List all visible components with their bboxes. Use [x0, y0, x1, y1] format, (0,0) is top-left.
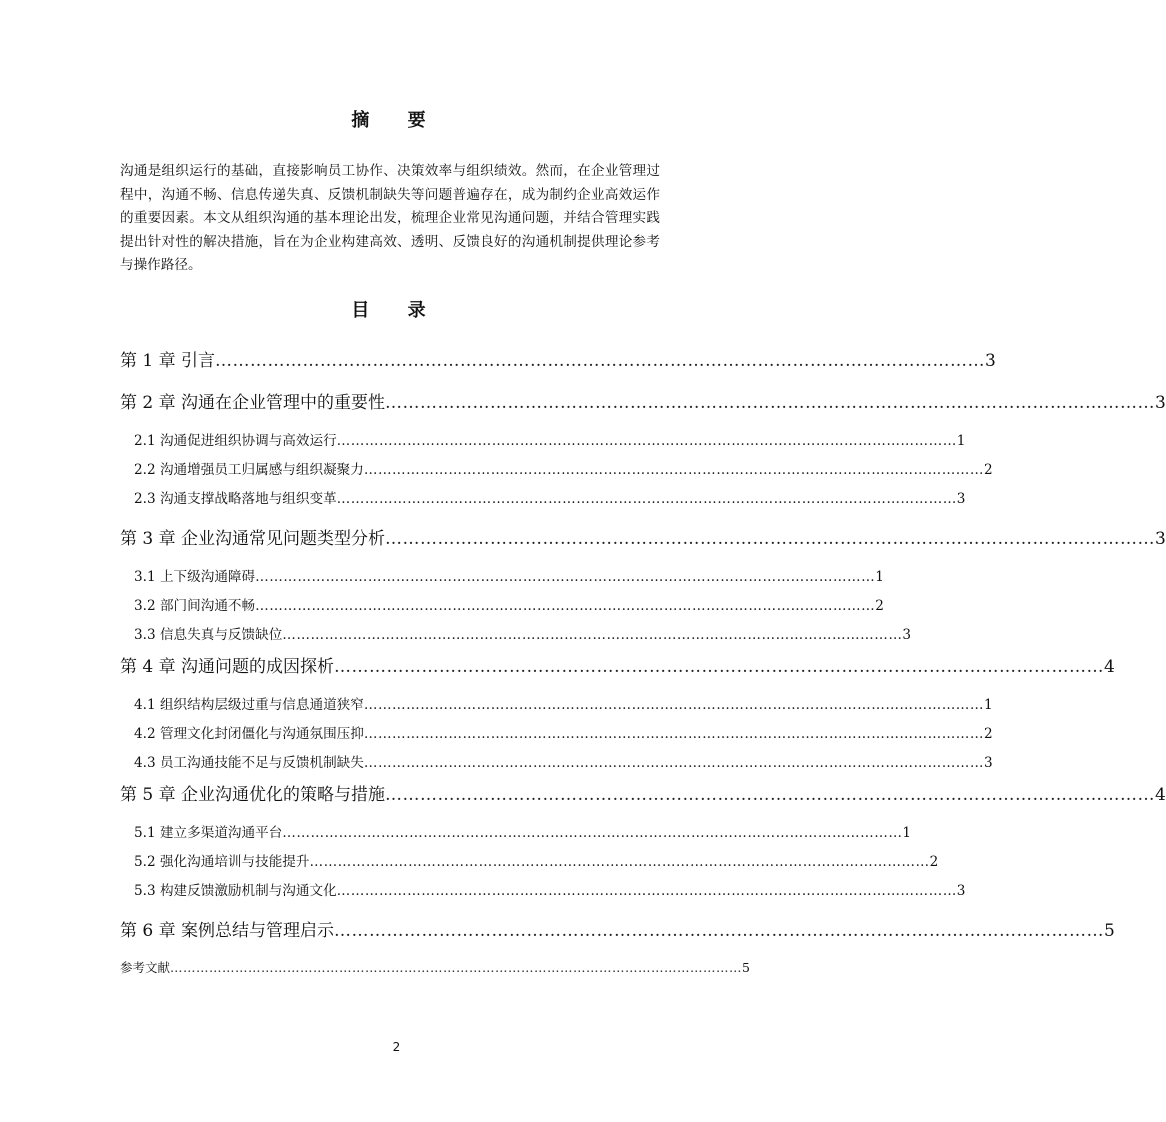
toc-entry-label: 第 4 章 沟通问题的成因探析 — [120, 657, 335, 677]
toc-entry-page: 3 — [985, 351, 996, 371]
toc-entry-label: 5.1 建立多渠道沟通平台 — [134, 825, 283, 841]
toc-leader-dots: …………………………………………………………………………………………………………………… — [282, 825, 903, 841]
toc-leader-dots: …………………………………………………………………………………………………………………… — [336, 491, 957, 507]
toc-entry-label: 2.1 沟通促进组织协调与高效运行 — [134, 433, 337, 449]
toc-entry-page: 4 — [1104, 657, 1115, 677]
toc-leader-dots: …………………………………………………………………………………………………………………… — [309, 854, 930, 870]
toc-entry-chapter-3[interactable] — [120, 524, 1166, 549]
toc-entry-section-3-3[interactable] — [134, 623, 912, 643]
toc-entry-page: 1 — [956, 433, 966, 449]
toc-entry-section-5-2[interactable] — [134, 850, 939, 870]
toc-leader-dots: …………………………………………………………………………………………………………………… — [363, 755, 984, 771]
toc-leader-dots: …………………………………………………………………………………………………………………… — [363, 697, 984, 713]
toc-entry-section-2-2[interactable] — [134, 458, 993, 478]
toc-entry-label: 2.3 沟通支撑战略落地与组织变革 — [134, 491, 337, 507]
toc-entry-label: 4.1 组织结构层级过重与信息通道狭窄 — [134, 697, 364, 713]
toc-entry-chapter-4[interactable] — [120, 652, 1115, 677]
toc-entry-page: 1 — [875, 569, 884, 585]
toc-title: 目 录 — [351, 300, 442, 321]
toc-entry-page: 3 — [956, 883, 966, 899]
toc-entry-section-5-3[interactable] — [134, 879, 966, 899]
toc-entry-label: 3.3 信息失真与反馈缺位 — [134, 627, 283, 643]
toc-entry-section-4-3[interactable] — [134, 751, 993, 771]
toc-entry-section-2-1[interactable] — [134, 429, 966, 449]
toc-entry-section-5-1[interactable] — [134, 821, 912, 841]
toc-entry-chapter-1[interactable] — [120, 346, 996, 371]
toc-entry-label: 第 1 章 引言 — [120, 351, 216, 371]
toc-entry-chapter-5[interactable] — [120, 780, 1166, 805]
toc-entry-label: 参考文献 — [120, 960, 171, 975]
toc-leader-dots: …………………………………………………………………………………………………………………… — [334, 921, 1105, 941]
toc-entry-label: 第 6 章 案例总结与管理启示 — [120, 921, 335, 941]
toc-entry-label: 5.2 强化沟通培训与技能提升 — [134, 854, 310, 870]
toc-entry-references[interactable] — [120, 958, 750, 976]
toc-leader-dots: …………………………………………………………………………………………………………………… — [215, 351, 986, 371]
toc-entry-page: 3 — [983, 755, 993, 771]
abstract-body: 沟通是组织运行的基础，直接影响员工协作、决策效率与组织绩效。然而，在企业管理过程中，沟通不畅、信息传递失真、反馈机制缺失等问题普遍存在，成为制约企业高效运作的重要因素。本文从组织沟通的基本理论出发，梳理企业常见沟通问题，并结合管理实践提出针对性的解决措施，旨在为企业构建高效、透明、反馈良好的沟通机制提供理论参考与操作路径。 — [120, 163, 660, 273]
toc-entry-chapter-2[interactable] — [120, 388, 1166, 413]
toc-entry-label: 2.2 沟通增强员工归属感与组织凝聚力 — [134, 462, 364, 478]
toc-leader-dots: …………………………………………………………………………………………………………………… — [282, 627, 903, 643]
toc-entry-section-3-2[interactable] — [134, 594, 884, 614]
toc-entry-page: 1 — [902, 825, 912, 841]
toc-entry-label: 第 3 章 企业沟通常见问题类型分析 — [120, 529, 386, 549]
toc-leader-dots: …………………………………………………………………………………………………………………… — [255, 598, 876, 614]
toc-entry-page: 5 — [1104, 921, 1115, 941]
toc-entry-page: 3 — [902, 627, 912, 643]
toc-leader-dots: …………………………………………………………………………………………………………………… — [385, 529, 1156, 549]
toc-entry-label: 3.2 部门间沟通不畅 — [134, 598, 256, 614]
toc-leader-dots: …………………………………………………………………………………………………………………… — [363, 726, 984, 742]
toc-leader-dots: …………………………………………………………………………………………………………………… — [334, 657, 1105, 677]
toc-entry-page: 1 — [983, 697, 993, 713]
abstract-title: 摘 要 — [351, 110, 442, 131]
toc-entry-page: 2 — [983, 726, 993, 742]
toc-entry-label: 4.2 管理文化封闭僵化与沟通氛围压抑 — [134, 726, 364, 742]
toc-entry-label: 3.1 上下级沟通障碍 — [134, 569, 256, 585]
toc-entry-label: 5.3 构建反馈激励机制与沟通文化 — [134, 883, 337, 899]
toc-leader-dots: …………………………………………………………………………………………………………………… — [255, 569, 876, 585]
toc-entry-page: 3 — [1155, 529, 1166, 549]
page-number: 2 — [392, 1040, 401, 1054]
toc-entry-label: 第 5 章 企业沟通优化的策略与措施 — [120, 785, 386, 805]
toc-entry-page: 3 — [956, 491, 966, 507]
toc-entry-page: 4 — [1155, 785, 1166, 805]
toc-entry-page: 3 — [1155, 393, 1166, 413]
toc-leader-dots: …………………………………………………………………………………………………………………… — [385, 393, 1156, 413]
toc-leader-dots: …………………………………………………………………………………………………………………… — [336, 883, 957, 899]
toc-leader-dots: …………………………………………………………………………………………………………………… — [170, 960, 743, 975]
toc-entry-page: 5 — [742, 960, 750, 975]
toc-entry-section-3-1[interactable] — [134, 565, 884, 585]
toc-entry-section-4-2[interactable] — [134, 722, 993, 742]
toc-leader-dots: …………………………………………………………………………………………………………………… — [336, 433, 957, 449]
toc-entry-section-4-1[interactable] — [134, 693, 993, 713]
toc-entry-chapter-6[interactable] — [120, 916, 1115, 941]
toc-entry-page: 2 — [875, 598, 884, 614]
toc-entry-page: 2 — [929, 854, 939, 870]
toc-leader-dots: …………………………………………………………………………………………………………………… — [385, 785, 1156, 805]
toc-entry-label: 第 2 章 沟通在企业管理中的重要性 — [120, 393, 386, 413]
toc-entry-label: 4.3 员工沟通技能不足与反馈机制缺失 — [134, 755, 364, 771]
toc-entry-page: 2 — [983, 462, 993, 478]
toc-leader-dots: …………………………………………………………………………………………………………………… — [363, 462, 984, 478]
toc-entry-section-2-3[interactable] — [134, 487, 966, 507]
